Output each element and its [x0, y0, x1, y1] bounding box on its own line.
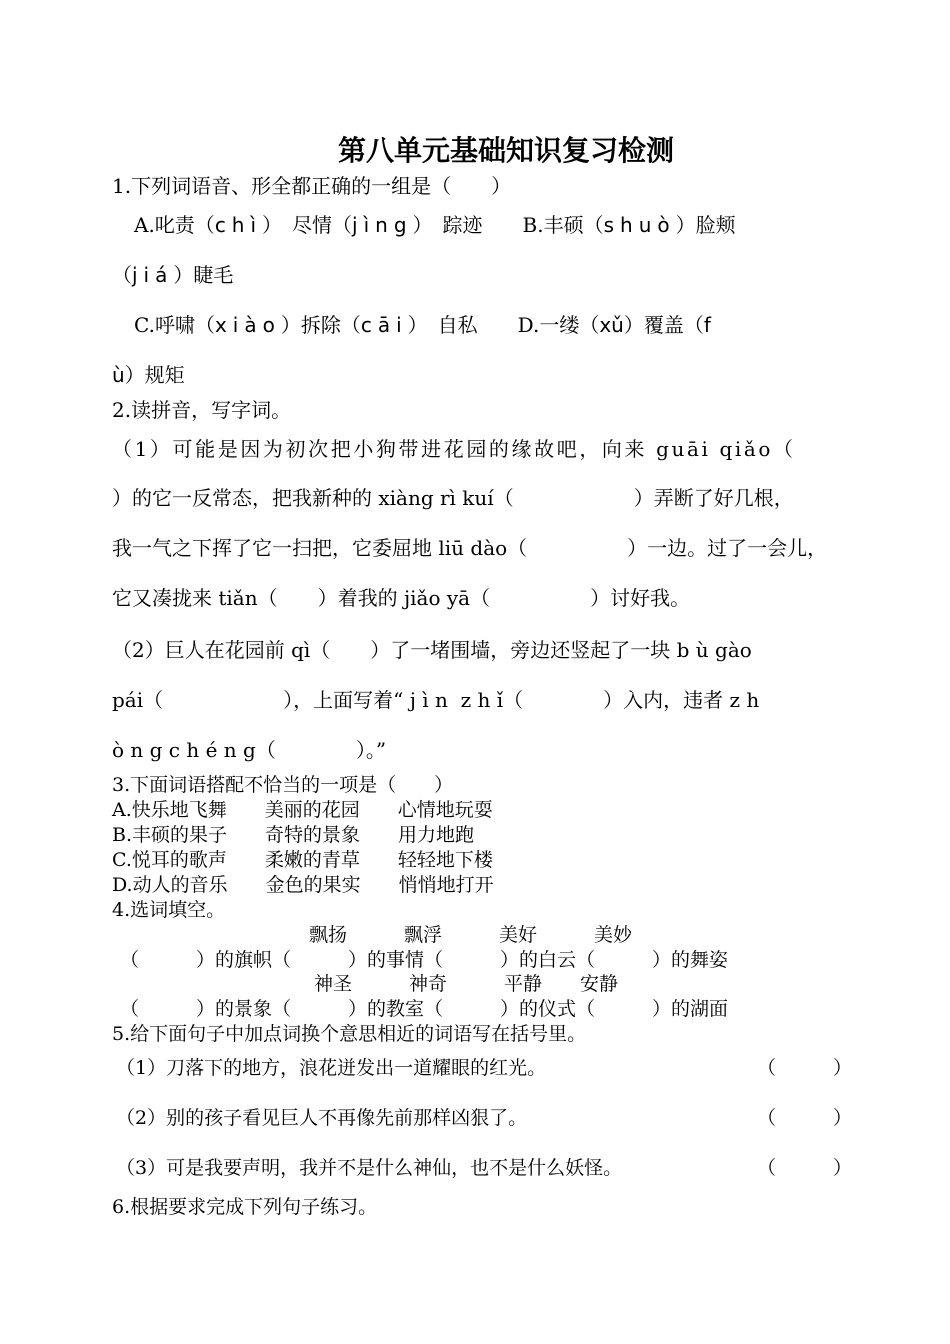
q1-option-a-b-line: [134, 213, 736, 237]
q1-a-text-1: A.叱责（: [134, 213, 215, 237]
q2-p2-line2: pái（ ），上面写着“ j ì n z h ǐ（ ）入内，违者 z h: [112, 688, 760, 712]
q1-a-text-2: ） 尽情（: [262, 213, 353, 237]
q2-p1-line4: 它又凑拢来 tiǎn（ ）着我的 jiǎo yā（ ）讨好我。: [112, 586, 691, 610]
q1-d-text-3: ）规矩: [124, 363, 185, 387]
q3-option-b: B.丰硕的果子 奇特的景象 用力地跑: [112, 824, 475, 846]
q1-b-text-4: ）睫毛: [173, 263, 234, 287]
q3-option-c: C.悦耳的歌声 柔嫩的青草 轻轻地下楼: [112, 849, 493, 871]
q1-b-text-3: （: [112, 263, 132, 287]
q1-option-d-cont: [112, 363, 185, 387]
q5-item-2: （2）别的孩子看见巨人不再像先前那样凶狠了。: [116, 1107, 528, 1129]
q1-b-text-1: B.丰硕（: [522, 213, 604, 237]
q3-stem: 3.下面词语搭配不恰当的一项是（ ）: [112, 774, 454, 796]
q1-c-text-2: ）拆除（: [280, 313, 361, 337]
q4-word-bank-2: 神圣 神奇 平静 安静: [314, 973, 619, 995]
q1-d-pinyin-3: ù: [112, 363, 125, 387]
q2-p1-line2: ）的它一反常态，把我新种的 xiàng rì kuí（ ）弄断了好几根，: [112, 486, 794, 510]
q1-a-text-3: ） 踪迹: [412, 213, 483, 237]
q1-a-pinyin-1: chì: [214, 213, 263, 237]
q1-c-pinyin-1: xiào: [214, 313, 281, 337]
q4-blanks-1: （ ）的旗帜（ ）的事情（ ）的白云（ ）的舞姿: [120, 949, 729, 971]
q2-p2-line3: ò n g c h é n g（ ）。”: [112, 738, 387, 762]
q1-stem: 1.下列词语音、形全都正确的一组是（ ）: [112, 174, 512, 198]
q5-answer-blank-1: （ ）: [757, 1057, 853, 1079]
q1-a-pinyin-2: jìng: [352, 213, 413, 237]
q2-p1-line3: 我一气之下挥了它一扫把，它委屈地 liū dào（ ）一边。过了一会儿，: [112, 536, 828, 560]
q1-d-pinyin-2: f: [703, 313, 711, 337]
q1-d-pinyin-1: xǔ: [599, 313, 624, 337]
q2-p2-line1: （2）巨人在花园前 qì（ ）了一堵围墙，旁边还竖起了一块 b ù gào: [112, 638, 752, 662]
q1-c-pinyin-2: cāi: [360, 313, 408, 337]
q5-stem: 5.给下面句子中加点词换个意思相近的词语写在括号里。: [112, 1023, 587, 1045]
q1-d-text-2: ）覆盖（: [623, 313, 704, 337]
q1-option-c-d-line: [134, 313, 711, 337]
q1-c-text-1: C.呼啸（: [134, 313, 215, 337]
q3-option-d: D.动人的音乐 金色的果实 悄悄地打开: [112, 874, 494, 896]
q1-c-text-3: ） 自私: [407, 313, 478, 337]
q4-blanks-2: （ ）的景象（ ）的教室（ ）的仪式（ ）的湖面: [120, 998, 729, 1020]
q1-b-pinyin-1: shuò: [603, 213, 676, 237]
q2-stem: 2.读拼音，写字词。: [112, 398, 292, 422]
q2-p1-line1: （1）可能是因为初次把小狗带进花园的缘故吧，向来 guāi qiǎo（: [112, 437, 796, 461]
q5-item-1: （1）刀落下的地方，浪花迸发出一道耀眼的红光。: [116, 1057, 547, 1079]
q1-d-text-1: D.一缕（: [517, 313, 600, 337]
q6-stem: 6.根据要求完成下列句子练习。: [112, 1196, 378, 1218]
q1-b-text-2: ）脸颊: [675, 213, 736, 237]
q4-word-bank-1: 飘扬 飘浮 美好 美妙: [309, 924, 633, 946]
page-title: 第八单元基础知识复习检测: [338, 134, 675, 167]
q4-stem: 4.选词填空。: [112, 899, 226, 921]
q5-item-3: （3）可是我要声明，我并不是什么神仙，也不是什么妖怪。: [116, 1157, 623, 1179]
q5-answer-blank-3: （ ）: [757, 1157, 853, 1179]
q3-option-a: A.快乐地飞舞 美丽的花园 心情地玩耍: [112, 799, 493, 821]
q1-option-b-cont: [112, 263, 233, 287]
q1-b-pinyin-2: jiá: [132, 263, 174, 287]
q5-answer-blank-2: （ ）: [757, 1107, 853, 1129]
